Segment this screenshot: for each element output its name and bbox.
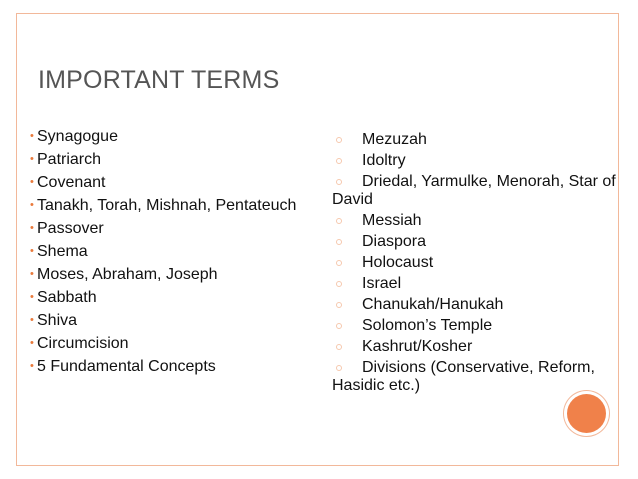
circle-bullet-icon	[336, 323, 342, 329]
list-item	[332, 254, 622, 272]
list-item	[30, 311, 300, 330]
list-item	[332, 173, 622, 209]
list-item-label: Shema	[37, 243, 88, 260]
circle-bullet-icon	[336, 281, 342, 287]
circle-bullet-icon	[336, 218, 342, 224]
list-item-label: Covenant	[37, 174, 106, 191]
list-item	[30, 288, 300, 307]
list-item-label: Israel	[362, 275, 402, 292]
left-bullet-list	[30, 127, 300, 380]
circle-bullet-icon	[336, 239, 342, 245]
bullet-icon: •	[30, 291, 34, 303]
list-item-label: 5 Fundamental Concepts	[37, 358, 216, 375]
bullet-icon: •	[30, 130, 34, 142]
list-item-label: Patriarch	[37, 151, 102, 168]
list-item	[332, 233, 622, 251]
list-item-label: Solomon’s Temple	[362, 317, 493, 334]
list-item	[30, 127, 300, 146]
list-item	[332, 317, 622, 335]
list-item-label: Chanukah/Hanukah	[362, 296, 504, 313]
list-item-label: Sabbath	[37, 289, 97, 306]
list-item-label: Divisions (Conservative, Reform, Hasidic etc.)	[332, 359, 595, 394]
bullet-icon: •	[30, 360, 34, 372]
circle-bullet-icon	[336, 344, 342, 350]
list-item-label: Mezuzah	[362, 131, 427, 148]
bullet-icon: •	[30, 314, 34, 326]
list-item	[30, 219, 300, 238]
list-item-label: Passover	[37, 220, 104, 237]
list-item	[30, 242, 300, 261]
list-item	[332, 338, 622, 356]
list-item	[332, 275, 622, 293]
bullet-icon: •	[30, 153, 34, 165]
list-item-label: Diaspora	[362, 233, 427, 250]
circle-bullet-icon	[336, 260, 342, 266]
circle-bullet-icon	[336, 179, 342, 185]
circle-bullet-icon	[336, 302, 342, 308]
list-item-label: Tanakh, Torah, Mishnah, Pentateuch	[37, 197, 297, 214]
list-item-label: Moses, Abraham, Joseph	[37, 266, 218, 283]
circle-bullet-icon	[336, 137, 342, 143]
bullet-icon: •	[30, 176, 34, 188]
bullet-icon: •	[30, 268, 34, 280]
list-item	[30, 334, 300, 353]
list-item	[332, 212, 622, 230]
slide-title: IMPORTANT TERMS	[38, 66, 280, 94]
list-item-label: Synagogue	[37, 128, 118, 145]
right-bullet-list	[332, 131, 622, 398]
list-item	[30, 150, 300, 169]
bullet-icon: •	[30, 337, 34, 349]
list-item	[30, 173, 300, 192]
list-item-label: Holocaust	[362, 254, 434, 271]
list-item	[332, 359, 622, 395]
bullet-icon: •	[30, 245, 34, 257]
list-item-label: Circumcision	[37, 335, 129, 352]
bullet-icon: •	[30, 199, 34, 211]
circle-bullet-icon	[336, 365, 342, 371]
list-item	[30, 357, 300, 376]
list-item	[30, 196, 300, 215]
list-item-label: Idoltry	[362, 152, 406, 169]
list-item	[332, 296, 622, 314]
list-item-label: Kashrut/Kosher	[362, 338, 473, 355]
bullet-icon: •	[30, 222, 34, 234]
decorative-orange-circle	[567, 394, 606, 433]
list-item-label: Messiah	[362, 212, 422, 229]
list-item	[30, 265, 300, 284]
circle-bullet-icon	[336, 158, 342, 164]
list-item	[332, 152, 622, 170]
list-item-label: Driedal, Yarmulke, Menorah, Star of David	[332, 173, 616, 208]
list-item-label: Shiva	[37, 312, 78, 329]
list-item	[332, 131, 622, 149]
